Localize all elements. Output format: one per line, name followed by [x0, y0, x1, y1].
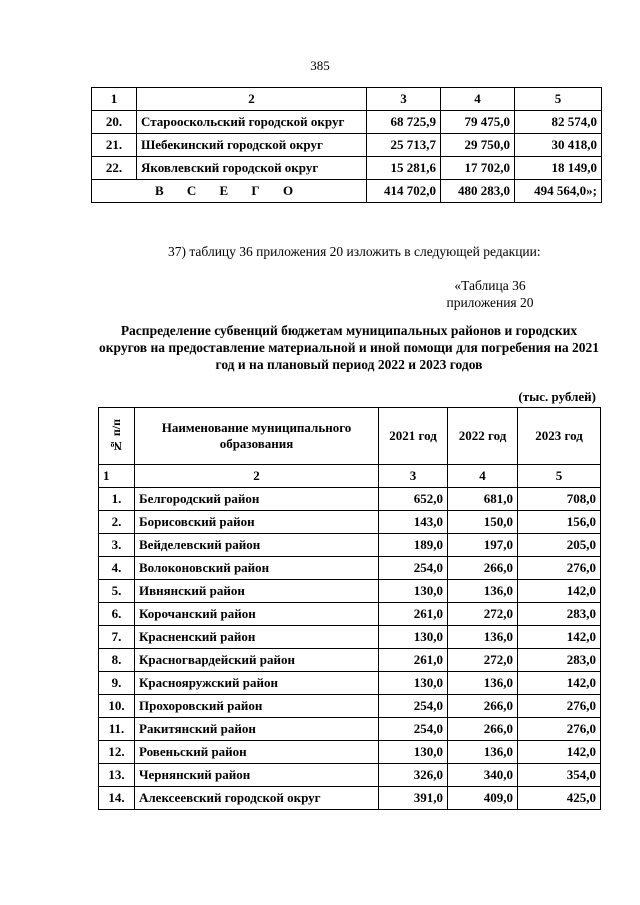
row-value: 266,0 [448, 695, 518, 718]
row-value: 708,0 [518, 488, 601, 511]
row-value: 130,0 [379, 672, 448, 695]
row-value: 326,0 [379, 764, 448, 787]
page-number: 385 [310, 58, 330, 73]
row-name: Вейделевский район [135, 534, 379, 557]
row-value: 189,0 [379, 534, 448, 557]
top-table [91, 87, 602, 203]
row-value: 261,0 [379, 603, 448, 626]
row-value: 283,0 [518, 603, 601, 626]
row-number: 5. [99, 580, 135, 603]
col-number-cell: 5 [515, 88, 602, 111]
row-number: 6. [99, 603, 135, 626]
row-value: 272,0 [448, 603, 518, 626]
row-number: 11. [99, 718, 135, 741]
row-name: Яковлевский городской округ [137, 157, 367, 180]
row-value: 340,0 [448, 764, 518, 787]
row-value: 136,0 [448, 672, 518, 695]
row-value: 130,0 [379, 580, 448, 603]
table-row [99, 741, 601, 764]
main-table-header-row [99, 408, 601, 465]
table-row [99, 718, 601, 741]
header-num-text: № п/п [109, 418, 123, 454]
row-name: Волоконовский район [135, 557, 379, 580]
table-row [99, 764, 601, 787]
row-value: 142,0 [518, 741, 601, 764]
total-value: 414 702,0 [367, 180, 441, 203]
row-number: 14. [99, 787, 135, 810]
row-number: 21. [92, 134, 137, 157]
table-row [99, 580, 601, 603]
table-row [99, 511, 601, 534]
row-value: 79 475,0 [441, 111, 515, 134]
row-value: 276,0 [518, 718, 601, 741]
row-value: 142,0 [518, 626, 601, 649]
row-value: 15 281,6 [367, 157, 441, 180]
row-number: 13. [99, 764, 135, 787]
row-name: Борисовский район [135, 511, 379, 534]
row-value: 254,0 [379, 718, 448, 741]
col-number-cell: 1 [99, 465, 135, 488]
table-row [92, 157, 602, 180]
row-value: 391,0 [379, 787, 448, 810]
col-number-cell: 1 [92, 88, 137, 111]
table-row [99, 557, 601, 580]
row-value: 136,0 [448, 741, 518, 764]
row-value: 136,0 [448, 626, 518, 649]
row-value: 276,0 [518, 557, 601, 580]
row-number: 4. [99, 557, 135, 580]
row-number: 2. [99, 511, 135, 534]
row-value: 652,0 [379, 488, 448, 511]
row-value: 17 702,0 [441, 157, 515, 180]
table-row [99, 534, 601, 557]
table-row [99, 603, 601, 626]
row-value: 272,0 [448, 649, 518, 672]
total-value: 494 564,0»; [515, 180, 602, 203]
row-value: 261,0 [379, 649, 448, 672]
col-number-cell: 4 [441, 88, 515, 111]
header-year: 2021 год [379, 408, 448, 465]
row-name: Прохоровский район [135, 695, 379, 718]
row-value: 156,0 [518, 511, 601, 534]
row-name: Ивнянский район [135, 580, 379, 603]
top-table-header-row [92, 88, 602, 111]
table-row [99, 695, 601, 718]
document-title: Распределение субвенций бюджетам муниципальных районов и городских округов на предоставление материальной и иной помощи для погребения на 2021 год и на плановый период 2022 и 2023 годов [98, 323, 600, 372]
table-row [92, 111, 602, 134]
col-number-cell: 5 [518, 465, 601, 488]
row-value: 254,0 [379, 557, 448, 580]
row-name: Алексеевский городской округ [135, 787, 379, 810]
total-label: В С Е Г О [92, 180, 367, 203]
row-number: 10. [99, 695, 135, 718]
table-row [99, 649, 601, 672]
row-value: 130,0 [379, 741, 448, 764]
col-number-cell: 2 [137, 88, 367, 111]
table-row [99, 488, 601, 511]
row-value: 354,0 [518, 764, 601, 787]
total-value: 480 283,0 [441, 180, 515, 203]
col-number-cell: 2 [135, 465, 379, 488]
row-value: 266,0 [448, 557, 518, 580]
row-value: 409,0 [448, 787, 518, 810]
paragraph: 37) таблицу 36 приложения 20 изложить в следующей редакции: [168, 244, 541, 259]
row-value: 30 418,0 [515, 134, 602, 157]
column-numbers-row [99, 465, 601, 488]
row-value: 276,0 [518, 695, 601, 718]
row-value: 82 574,0 [515, 111, 602, 134]
row-name: Ракитянский район [135, 718, 379, 741]
row-value: 283,0 [518, 649, 601, 672]
row-number: 22. [92, 157, 137, 180]
row-name: Чернянский район [135, 764, 379, 787]
row-value: 18 149,0 [515, 157, 602, 180]
main-table [98, 407, 601, 810]
row-value: 254,0 [379, 695, 448, 718]
row-number: 8. [99, 649, 135, 672]
row-name: Красногвардейский район [135, 649, 379, 672]
row-value: 25 713,7 [367, 134, 441, 157]
row-name: Старооскольский городской округ [137, 111, 367, 134]
row-number: 3. [99, 534, 135, 557]
row-number: 7. [99, 626, 135, 649]
row-value: 425,0 [518, 787, 601, 810]
row-value: 68 725,9 [367, 111, 441, 134]
col-number-cell: 4 [448, 465, 518, 488]
table-caption [425, 277, 555, 311]
row-name: Шебекинский городской округ [137, 134, 367, 157]
row-value: 142,0 [518, 580, 601, 603]
row-value: 29 750,0 [441, 134, 515, 157]
row-value: 130,0 [379, 626, 448, 649]
row-value: 266,0 [448, 718, 518, 741]
row-number: 12. [99, 741, 135, 764]
row-value: 150,0 [448, 511, 518, 534]
row-value: 205,0 [518, 534, 601, 557]
table-row [99, 626, 601, 649]
table-row [99, 672, 601, 695]
row-value: 143,0 [379, 511, 448, 534]
row-name: Красненский район [135, 626, 379, 649]
header-year: 2022 год [448, 408, 518, 465]
row-name: Ровеньский район [135, 741, 379, 764]
table-caption-line1: «Таблица 36 [454, 278, 526, 293]
units-label: (тыс. рублей) [518, 389, 596, 404]
row-name: Корочанский район [135, 603, 379, 626]
col-number-cell: 3 [367, 88, 441, 111]
row-value: 142,0 [518, 672, 601, 695]
table-row [92, 134, 602, 157]
total-row [92, 180, 602, 203]
row-value: 136,0 [448, 580, 518, 603]
header-num [99, 408, 135, 465]
row-number: 9. [99, 672, 135, 695]
col-number-cell: 3 [379, 465, 448, 488]
row-name: Белгородский район [135, 488, 379, 511]
table-caption-line2: приложения 20 [446, 295, 534, 310]
header-year: 2023 год [518, 408, 601, 465]
row-value: 197,0 [448, 534, 518, 557]
main-table-body [99, 488, 601, 810]
table-row [99, 787, 601, 810]
header-name: Наименование муниципального образования [135, 408, 379, 465]
row-number: 1. [99, 488, 135, 511]
row-name: Краснояружский район [135, 672, 379, 695]
row-number: 20. [92, 111, 137, 134]
row-value: 681,0 [448, 488, 518, 511]
